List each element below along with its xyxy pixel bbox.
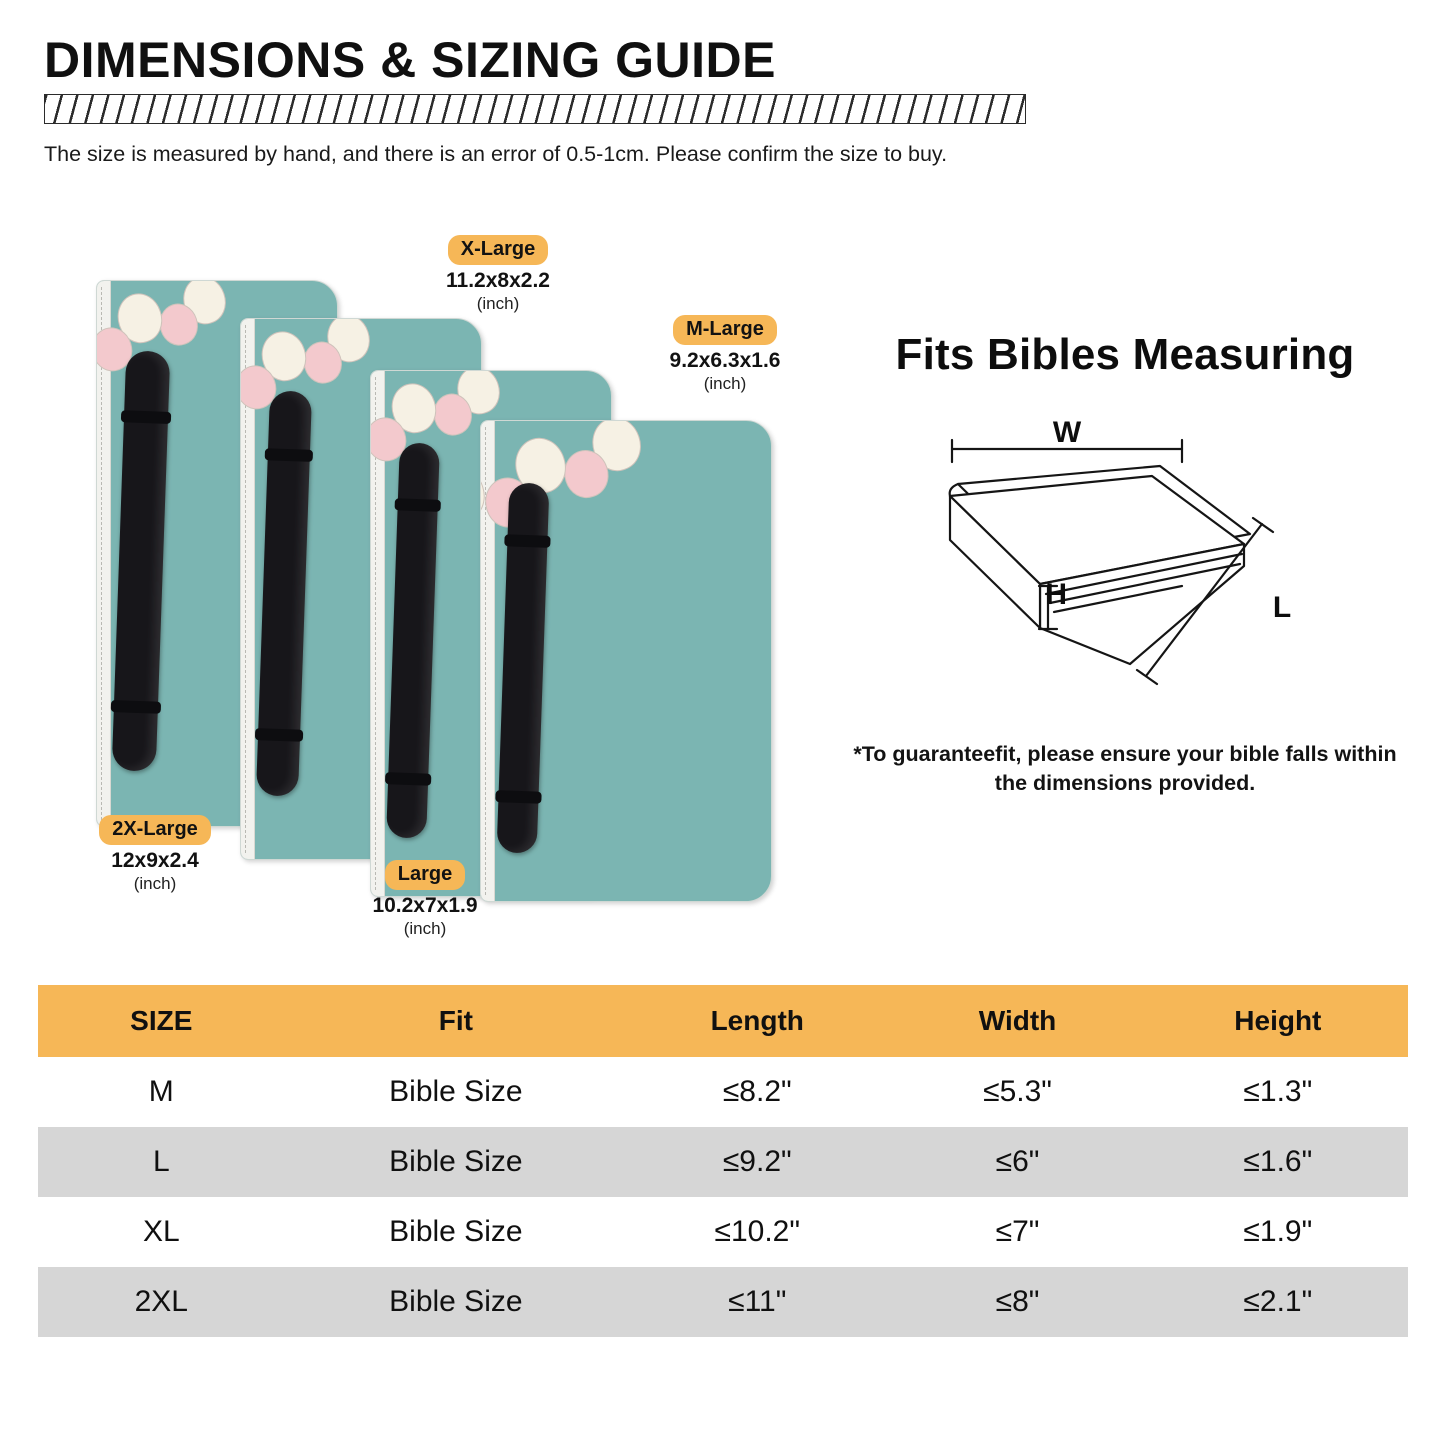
cell-height: ≤1.6": [1148, 1127, 1408, 1197]
cell-width: ≤6": [887, 1127, 1147, 1197]
cell-length: ≤9.2": [627, 1127, 887, 1197]
book-measurement-diagram: [830, 414, 1420, 734]
table-row: [38, 1267, 1408, 1337]
cell-fit: Bible Size: [285, 1267, 628, 1337]
cell-width: ≤7": [887, 1197, 1147, 1267]
carry-handle: [112, 350, 171, 771]
callout-xlarge-label: X-Large: [448, 235, 548, 265]
callout-mlarge-label: M-Large: [673, 315, 777, 345]
diagram-label-height: H: [1045, 578, 1067, 611]
measurement-disclaimer: The size is measured by hand, and there is an error of 0.5-1cm. Please confirm the size to buy.: [44, 142, 948, 166]
bible-cover-medium: [480, 420, 772, 902]
diagram-label-length: L: [1272, 591, 1292, 624]
cell-fit: Bible Size: [285, 1127, 628, 1197]
callout-xlarge-dims: 11.2x8x2.2: [446, 269, 550, 292]
page-title: DIMENSIONS & SIZING GUIDE: [44, 32, 777, 88]
cell-height: ≤1.9": [1148, 1197, 1408, 1267]
callout-large-dims: 10.2x7x1.9: [372, 894, 478, 917]
table-row: [38, 1057, 1408, 1127]
column-header-length: Length: [627, 985, 887, 1057]
callout-2xlarge: [50, 815, 260, 894]
callout-large-unit: (inch): [403, 919, 447, 938]
cell-size: XL: [38, 1197, 285, 1267]
column-header-width: Width: [887, 985, 1147, 1057]
hatched-divider: [44, 94, 1026, 124]
fit-guarantee-note: *To guaranteefit, please ensure your bible falls within the dimensions provided.: [853, 742, 1397, 796]
cell-fit: Bible Size: [285, 1197, 628, 1267]
cell-size: M: [38, 1057, 285, 1127]
diagram-label-width: W: [1052, 416, 1082, 449]
callout-mlarge: [620, 315, 830, 394]
callout-large-label: Large: [385, 860, 465, 890]
callout-mlarge-unit: (inch): [703, 374, 747, 393]
carry-handle: [497, 482, 550, 853]
cell-length: ≤8.2": [627, 1057, 887, 1127]
header: [44, 34, 1404, 167]
product-illustrations: [40, 230, 840, 960]
size-table-body: [38, 1057, 1408, 1337]
floral-garland: [631, 420, 650, 470]
column-header-fit: Fit: [285, 985, 628, 1057]
carry-handle: [386, 442, 440, 838]
cell-width: ≤5.3": [887, 1057, 1147, 1127]
callout-large: [325, 860, 525, 939]
callout-mlarge-dims: 9.2x6.3x1.6: [669, 349, 781, 372]
column-header-size: SIZE: [38, 985, 285, 1057]
cell-height: ≤2.1": [1148, 1267, 1408, 1337]
floral-garland: [217, 280, 236, 330]
cell-fit: Bible Size: [285, 1057, 628, 1127]
cell-width: ≤8": [887, 1267, 1147, 1337]
callout-2xlarge-unit: (inch): [133, 874, 177, 893]
callout-xlarge-unit: (inch): [476, 294, 520, 313]
floral-garland: [491, 370, 510, 420]
floral-garland: [361, 318, 380, 368]
carry-handle: [256, 390, 312, 796]
cell-height: ≤1.3": [1148, 1057, 1408, 1127]
book-diagram-svg: [830, 414, 1420, 734]
cell-size: L: [38, 1127, 285, 1197]
size-table-head: [38, 985, 1408, 1057]
callout-2xlarge-label: 2X-Large: [99, 815, 211, 845]
cell-size: 2XL: [38, 1267, 285, 1337]
size-table: [38, 985, 1408, 1337]
cell-length: ≤11": [627, 1267, 887, 1337]
cell-length: ≤10.2": [627, 1197, 887, 1267]
fits-bibles-panel: [830, 330, 1420, 798]
table-row: [38, 1127, 1408, 1197]
table-row: [38, 1197, 1408, 1267]
callout-xlarge: [398, 235, 598, 314]
fits-bibles-title: Fits Bibles Measuring: [895, 330, 1355, 379]
table-header-row: [38, 985, 1408, 1057]
column-header-height: Height: [1148, 985, 1408, 1057]
callout-2xlarge-dims: 12x9x2.4: [111, 849, 199, 872]
